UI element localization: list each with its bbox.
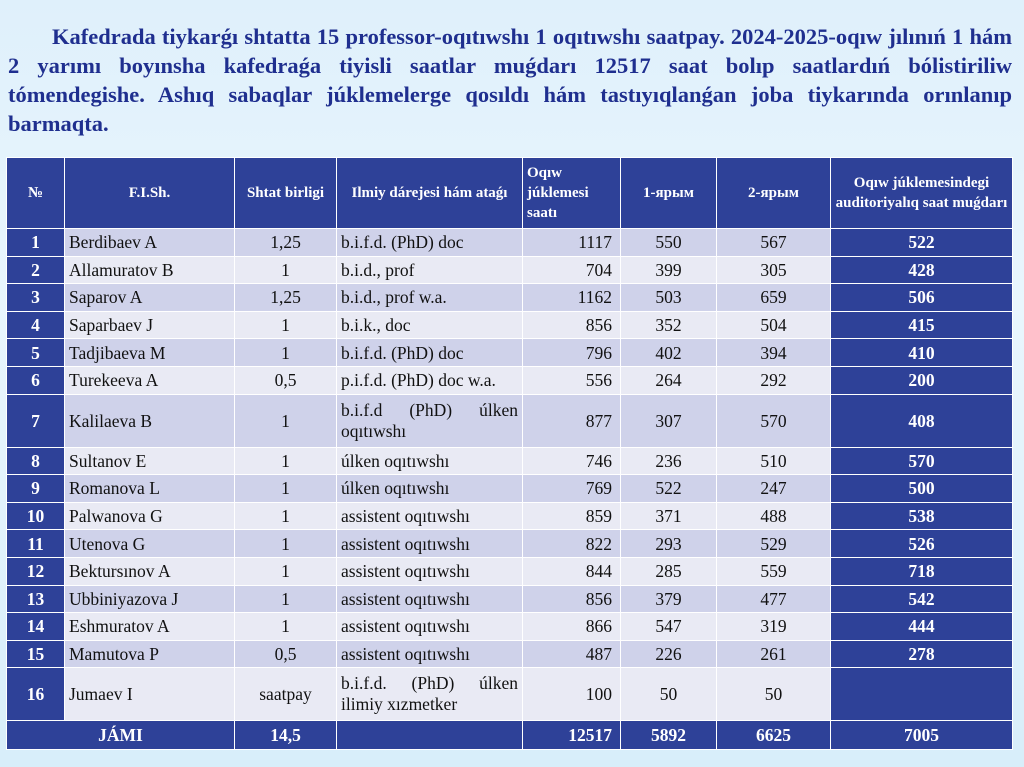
row-degree: assistent oqıtıwshı [337, 530, 523, 558]
row-name: Jumaev I [65, 668, 235, 721]
header-semester-1: 1-ярым [621, 158, 717, 229]
row-name: Ubbiniyazova J [65, 585, 235, 613]
row-degree: p.i.f.d. (PhD) doc w.a. [337, 366, 523, 394]
row-name: Saparbaev J [65, 311, 235, 339]
row-teaching-load: 796 [523, 339, 621, 367]
row-auditorium-hours: 200 [831, 366, 1013, 394]
row-auditorium-hours: 718 [831, 557, 1013, 585]
row-teaching-load: 856 [523, 311, 621, 339]
row-number: 2 [7, 256, 65, 284]
row-name: Berdibaev A [65, 229, 235, 257]
row-semester-1: 50 [621, 668, 717, 721]
row-auditorium-hours: 415 [831, 311, 1013, 339]
header-staff-unit: Shtat birligi [235, 158, 337, 229]
total-label: JÁMI [7, 721, 235, 750]
row-semester-2: 477 [717, 585, 831, 613]
row-name: Eshmuratov A [65, 613, 235, 641]
row-teaching-load: 859 [523, 502, 621, 530]
row-semester-1: 352 [621, 311, 717, 339]
row-degree: b.i.d., prof [337, 256, 523, 284]
row-staff-unit: 1 [235, 502, 337, 530]
row-degree: assistent oqıtıwshı [337, 502, 523, 530]
row-number: 7 [7, 394, 65, 447]
header-auditorium-hours: Oqıw júklemesindegi auditoriyalıq saat muǵdarı [831, 158, 1013, 229]
row-semester-1: 371 [621, 502, 717, 530]
header-full-name: F.I.Sh. [65, 158, 235, 229]
header-academic-degree: Ilmiy dárejesi hám ataǵı [337, 158, 523, 229]
row-name: Mamutova P [65, 640, 235, 668]
row-semester-1: 307 [621, 394, 717, 447]
row-teaching-load: 769 [523, 475, 621, 503]
table-body [7, 229, 1013, 721]
row-semester-2: 261 [717, 640, 831, 668]
row-number: 16 [7, 668, 65, 721]
table-row [7, 530, 1013, 558]
row-degree: b.i.k., doc [337, 311, 523, 339]
row-staff-unit: 1 [235, 530, 337, 558]
row-semester-2: 570 [717, 394, 831, 447]
row-staff-unit: 0,5 [235, 640, 337, 668]
row-staff-unit: 1,25 [235, 229, 337, 257]
row-number: 15 [7, 640, 65, 668]
total-row [7, 721, 1013, 750]
row-name: Utenova G [65, 530, 235, 558]
row-semester-2: 567 [717, 229, 831, 257]
row-teaching-load: 487 [523, 640, 621, 668]
row-name: Kalilaeva B [65, 394, 235, 447]
table-row [7, 640, 1013, 668]
row-semester-1: 226 [621, 640, 717, 668]
row-degree: úlken oqıtıwshı [337, 447, 523, 475]
row-teaching-load: 556 [523, 366, 621, 394]
row-semester-2: 488 [717, 502, 831, 530]
row-auditorium-hours: 428 [831, 256, 1013, 284]
row-name: Sultanov E [65, 447, 235, 475]
row-teaching-load: 856 [523, 585, 621, 613]
header-number: № [7, 158, 65, 229]
row-teaching-load: 866 [523, 613, 621, 641]
row-number: 5 [7, 339, 65, 367]
total-staff-units: 14,5 [235, 721, 337, 750]
intro-paragraph: Kafedrada tiykarǵı shtatta 15 professor-oqıtıwshı 1 oqıtıwshı saatpay. 2024-2025-oqıw jılınıń 1 hám 2 yarımı boyınsha kafedraǵa tiyisli saatlar muǵdarı 12517 saat bolıp saatlardıń bólistiriliw tómendegishe. Ashıq sabaqlar júklemelerge qosıldı hám tastıyıqlanǵan joba tiykarında orınlanıp barmaqta. [8, 24, 1012, 136]
table-row [7, 668, 1013, 721]
row-teaching-load: 822 [523, 530, 621, 558]
row-name: Palwanova G [65, 502, 235, 530]
total-semester-1: 5892 [621, 721, 717, 750]
row-semester-2: 510 [717, 447, 831, 475]
row-number: 11 [7, 530, 65, 558]
row-degree: b.i.f.d. (PhD) úlken ilimiy xızmetker [337, 668, 523, 721]
row-number: 9 [7, 475, 65, 503]
row-semester-2: 529 [717, 530, 831, 558]
row-auditorium-hours: 538 [831, 502, 1013, 530]
total-auditorium-hours: 7005 [831, 721, 1013, 750]
table-row [7, 229, 1013, 257]
row-semester-1: 264 [621, 366, 717, 394]
row-semester-1: 293 [621, 530, 717, 558]
row-auditorium-hours: 500 [831, 475, 1013, 503]
table-row [7, 339, 1013, 367]
row-semester-2: 305 [717, 256, 831, 284]
row-teaching-load: 746 [523, 447, 621, 475]
table-row [7, 311, 1013, 339]
row-auditorium-hours: 542 [831, 585, 1013, 613]
row-number: 8 [7, 447, 65, 475]
row-name: Romanova L [65, 475, 235, 503]
table-row [7, 613, 1013, 641]
row-staff-unit: 1 [235, 557, 337, 585]
row-degree: assistent oqıtıwshı [337, 613, 523, 641]
row-semester-2: 559 [717, 557, 831, 585]
total-empty-cell [337, 721, 523, 750]
table-row [7, 366, 1013, 394]
row-auditorium-hours: 526 [831, 530, 1013, 558]
row-semester-2: 394 [717, 339, 831, 367]
row-semester-1: 503 [621, 284, 717, 312]
row-semester-2: 292 [717, 366, 831, 394]
table-row [7, 585, 1013, 613]
row-auditorium-hours: 444 [831, 613, 1013, 641]
row-semester-1: 402 [621, 339, 717, 367]
row-staff-unit: 1 [235, 311, 337, 339]
table-row [7, 557, 1013, 585]
row-auditorium-hours: 278 [831, 640, 1013, 668]
row-degree: b.i.f.d (PhD) úlken oqıtıwshı [337, 394, 523, 447]
row-staff-unit: 1 [235, 613, 337, 641]
row-number: 10 [7, 502, 65, 530]
row-number: 4 [7, 311, 65, 339]
row-teaching-load: 100 [523, 668, 621, 721]
row-semester-2: 247 [717, 475, 831, 503]
row-staff-unit: 1 [235, 585, 337, 613]
row-auditorium-hours: 570 [831, 447, 1013, 475]
row-auditorium-hours: 506 [831, 284, 1013, 312]
row-teaching-load: 844 [523, 557, 621, 585]
row-semester-1: 522 [621, 475, 717, 503]
row-name: Bektursınov A [65, 557, 235, 585]
row-number: 13 [7, 585, 65, 613]
row-semester-1: 399 [621, 256, 717, 284]
row-semester-1: 547 [621, 613, 717, 641]
row-staff-unit: 1 [235, 394, 337, 447]
table-row [7, 394, 1013, 447]
row-semester-2: 504 [717, 311, 831, 339]
row-staff-unit: 1 [235, 447, 337, 475]
table-row [7, 284, 1013, 312]
row-auditorium-hours [831, 668, 1013, 721]
row-number: 1 [7, 229, 65, 257]
row-name: Saparov A [65, 284, 235, 312]
table-row [7, 475, 1013, 503]
row-staff-unit: 1 [235, 339, 337, 367]
row-semester-1: 285 [621, 557, 717, 585]
row-name: Turekeeva A [65, 366, 235, 394]
row-semester-1: 236 [621, 447, 717, 475]
row-degree: assistent oqıtıwshı [337, 640, 523, 668]
row-auditorium-hours: 522 [831, 229, 1013, 257]
row-number: 12 [7, 557, 65, 585]
row-semester-1: 550 [621, 229, 717, 257]
row-staff-unit: 0,5 [235, 366, 337, 394]
table-row [7, 447, 1013, 475]
row-auditorium-hours: 410 [831, 339, 1013, 367]
row-degree: b.i.f.d. (PhD) doc [337, 339, 523, 367]
header-teaching-load: Oqıw júklemesi saatı [523, 158, 621, 229]
row-degree: b.i.d., prof w.a. [337, 284, 523, 312]
row-teaching-load: 877 [523, 394, 621, 447]
total-semester-2: 6625 [717, 721, 831, 750]
row-semester-2: 50 [717, 668, 831, 721]
row-number: 14 [7, 613, 65, 641]
row-auditorium-hours: 408 [831, 394, 1013, 447]
row-semester-2: 319 [717, 613, 831, 641]
table-header-row [7, 158, 1013, 229]
row-degree: b.i.f.d. (PhD) doc [337, 229, 523, 257]
row-degree: assistent oqıtıwshı [337, 585, 523, 613]
header-semester-2: 2-ярым [717, 158, 831, 229]
table-row [7, 502, 1013, 530]
row-degree: úlken oqıtıwshı [337, 475, 523, 503]
row-teaching-load: 1117 [523, 229, 621, 257]
staff-load-table [6, 157, 1013, 750]
row-staff-unit: 1,25 [235, 284, 337, 312]
total-teaching-load: 12517 [523, 721, 621, 750]
row-number: 3 [7, 284, 65, 312]
table-row [7, 256, 1013, 284]
row-semester-1: 379 [621, 585, 717, 613]
row-staff-unit: saatpay [235, 668, 337, 721]
row-staff-unit: 1 [235, 256, 337, 284]
row-teaching-load: 704 [523, 256, 621, 284]
row-teaching-load: 1162 [523, 284, 621, 312]
row-name: Allamuratov B [65, 256, 235, 284]
row-semester-2: 659 [717, 284, 831, 312]
row-degree: assistent oqıtıwshı [337, 557, 523, 585]
row-number: 6 [7, 366, 65, 394]
row-staff-unit: 1 [235, 475, 337, 503]
row-name: Tadjibaeva M [65, 339, 235, 367]
